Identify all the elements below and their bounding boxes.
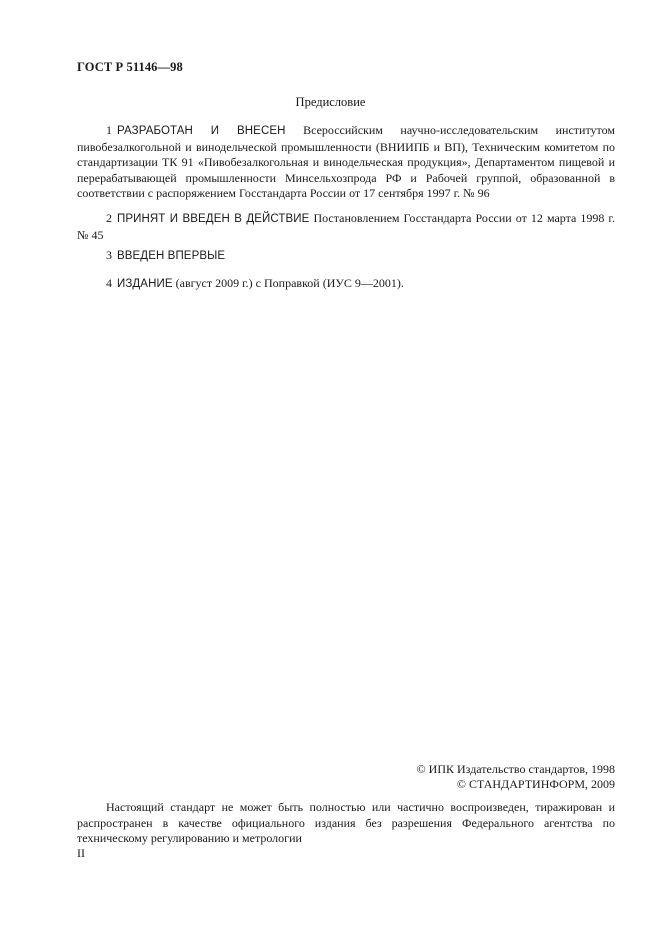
- clause-heading: ИЗДАНИЕ: [117, 278, 173, 290]
- clause-heading: ВВЕДЕН ВПЕРВЫЕ: [117, 250, 226, 262]
- clause-text: Всероссийским научно-исследовательским институтом пивобезалкогольной и винодельческой промышленности (ВНИИПБ и ВП), Техническим комитетом по стандартизации ТК 91 «Пивобезалкогольная и винодельческая продукция», Департаментом пищевой и перерабатывающей промышленности Минсельхозпрода РФ и Рабочей группой, образованной в соответствии с распоряжением Госстандарта России от 17 сентября 1997 г. № 96: [77, 123, 615, 200]
- clause-heading: РАЗРАБОТАН И ВНЕСЕН: [117, 125, 286, 137]
- clause-text: (август 2009 г.) с Поправкой (ИУС 9—2001).: [175, 276, 404, 290]
- clause-number: 2: [106, 211, 112, 225]
- clause-2: [77, 211, 615, 243]
- clause-number: 3: [106, 248, 112, 262]
- document-code: ГОСТ Р 51146—98: [77, 60, 183, 74]
- section-title: Предисловие: [295, 95, 366, 109]
- reproduction-notice: Настоящий стандарт не может быть полностью или частично воспроизведен, тиражирован и распространен в качестве официального издания без разрешения Федерального агентства по техническому регулированию и метрологии: [77, 800, 615, 845]
- page-number: II: [77, 846, 85, 860]
- clause-1: [77, 123, 615, 202]
- clause-number: 1: [106, 123, 112, 137]
- clause-text: Постановлением Госстандарта России от 12 марта 1998 г. № 45: [77, 211, 616, 242]
- copyright-line-2: © СТАНДАРТИНФОРМ, 2009: [456, 777, 615, 791]
- clause-heading: ПРИНЯТ И ВВЕДЕН В ДЕЙСТВИЕ: [117, 213, 310, 225]
- clause-3: [77, 248, 615, 265]
- copyright-line-1: © ИПК Издательство стандартов, 1998: [416, 762, 615, 776]
- clause-4: [77, 276, 615, 293]
- clause-number: 4: [106, 276, 112, 290]
